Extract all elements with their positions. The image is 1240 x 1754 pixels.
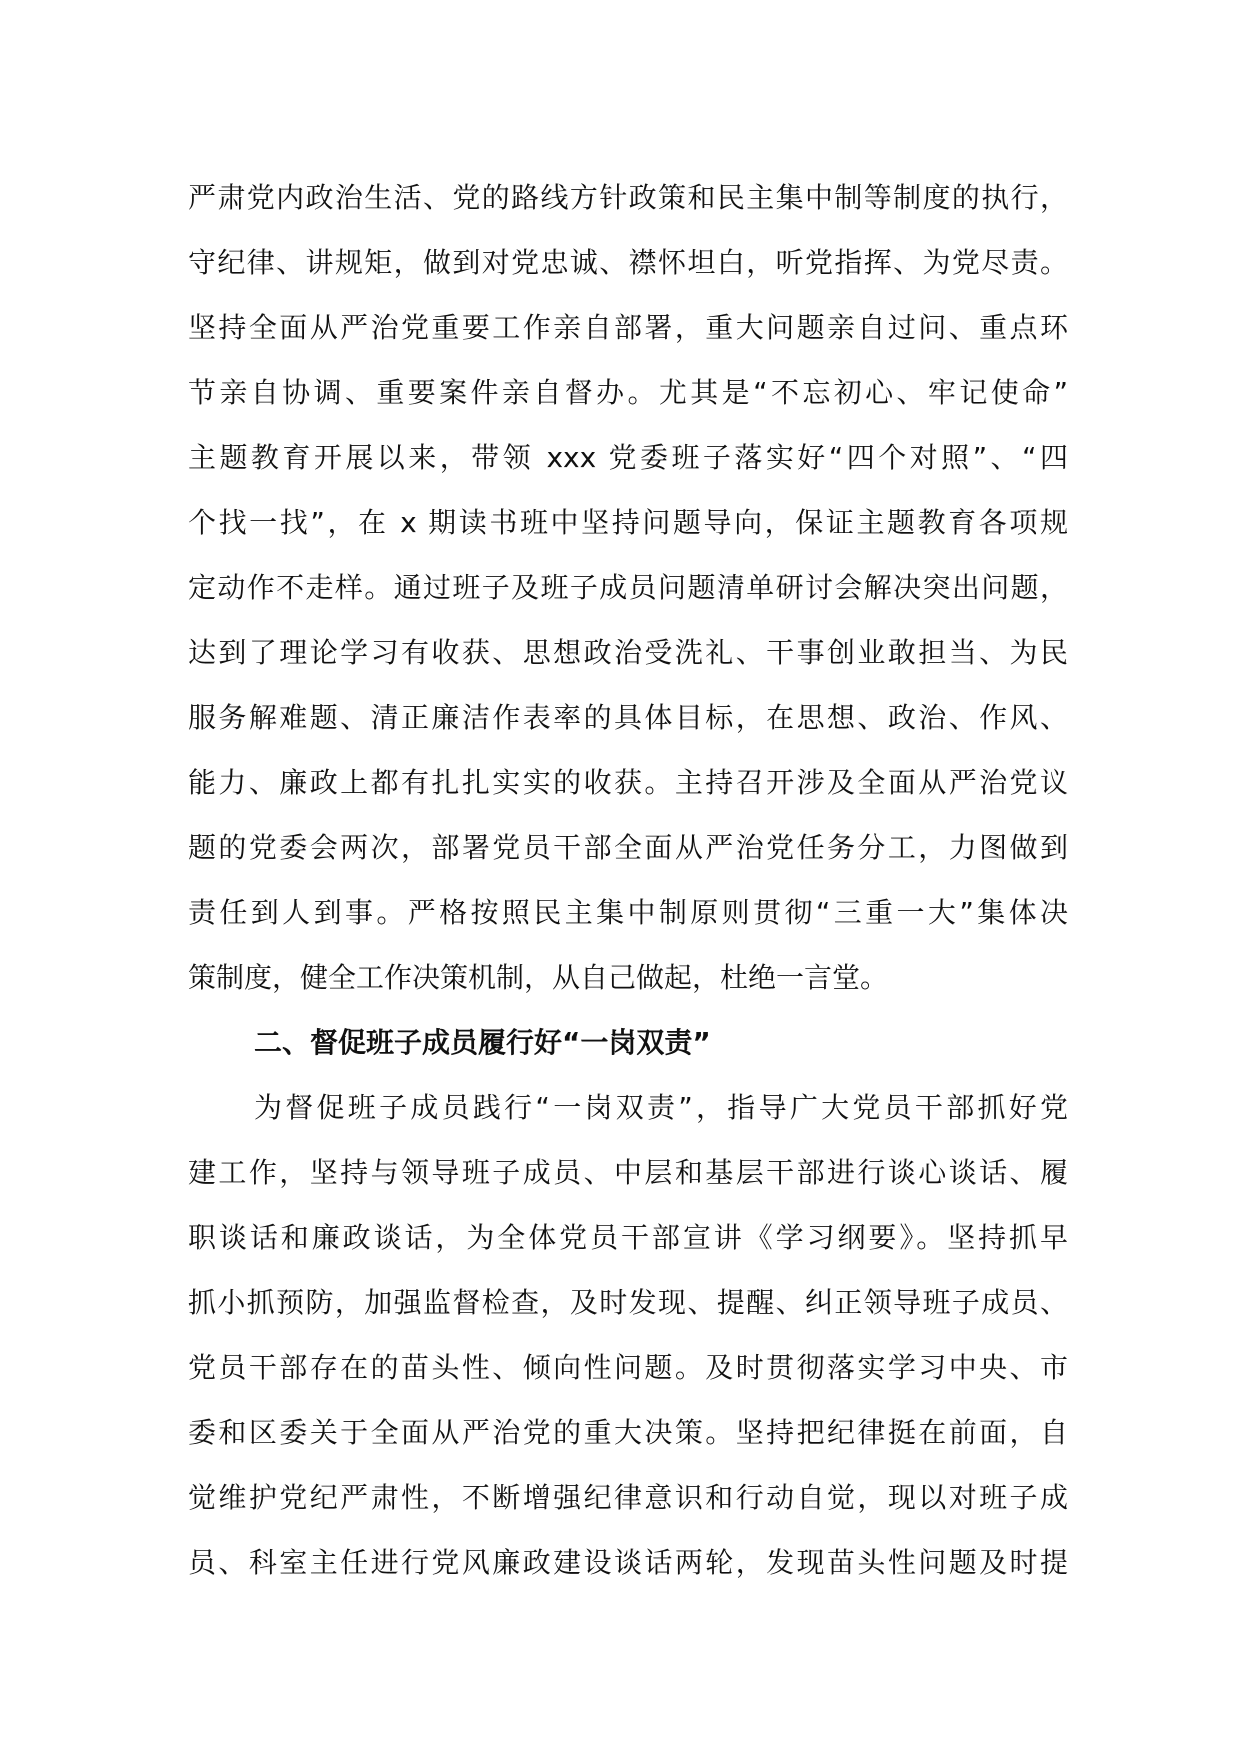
text-line: 达到了理论学习有收获、思想政治受洗礼、干事创业敢担当、为民 [188,636,1068,669]
section-heading: 二、督促班子成员履行好“一岗双责” [254,1026,711,1059]
text-line: 委和区委关于全面从严治党的重大决策。坚持把纪律挺在前面，自 [188,1416,1068,1449]
text-line: 节亲自协调、重要案件亲自督办。尤其是“不忘初心、牢记使命” [188,376,1068,409]
text-line: 建工作，坚持与领导班子成员、中层和基层干部进行谈心谈话、履 [188,1156,1068,1189]
text-line: 能力、廉政上都有扎扎实实的收获。主持召开涉及全面从严治党议 [188,766,1068,799]
text-line: 定动作不走样。通过班子及班子成员问题清单研讨会解决突出问题， [188,571,1068,604]
text-line: 觉维护党纪严肃性，不断增强纪律意识和行动自觉，现以对班子成 [188,1481,1068,1514]
text-line: 严肃党内政治生活、党的路线方针政策和民主集中制等制度的执行， [188,181,1068,214]
text-line: 坚持全面从严治党重要工作亲自部署，重大问题亲自过问、重点环 [188,311,1068,344]
text-line: 策制度，健全工作决策机制，从自己做起，杜绝一言堂。 [188,961,889,994]
text-line: 员、科室主任进行党风廉政建设谈话两轮，发现苗头性问题及时提 [188,1546,1068,1579]
document-body [188,165,1068,1595]
text-line: 职谈话和廉政谈话，为全体党员干部宣讲《学习纲要》。坚持抓早 [188,1221,1068,1254]
paragraph-section2 [188,1075,1068,1595]
text-line: 抓小抓预防，加强监督检查，及时发现、提醒、纠正领导班子成员、 [188,1286,1068,1319]
text-line: 党员干部存在的苗头性、倾向性问题。及时贯彻落实学习中央、市 [188,1351,1068,1384]
text-line: 主题教育开展以来，带领 xxx 党委班子落实好“四个对照”、“四 [188,441,1068,474]
paragraph-continued [188,165,1068,1010]
text-line: 个找一找”，在 x 期读书班中坚持问题导向，保证主题教育各项规 [188,506,1068,539]
text-line: 服务解难题、清正廉洁作表率的具体目标，在思想、政治、作风、 [188,701,1068,734]
text-line: 守纪律、讲规矩，做到对党忠诚、襟怀坦白，听党指挥、为党尽责。 [188,246,1068,279]
text-line: 题的党委会两次，部署党员干部全面从严治党任务分工，力图做到 [188,831,1068,864]
text-line: 责任到人到事。严格按照民主集中制原则贯彻“三重一大”集体决 [188,896,1068,929]
text-line: 为督促班子成员践行“一岗双责”，指导广大党员干部抓好党 [254,1091,1068,1124]
